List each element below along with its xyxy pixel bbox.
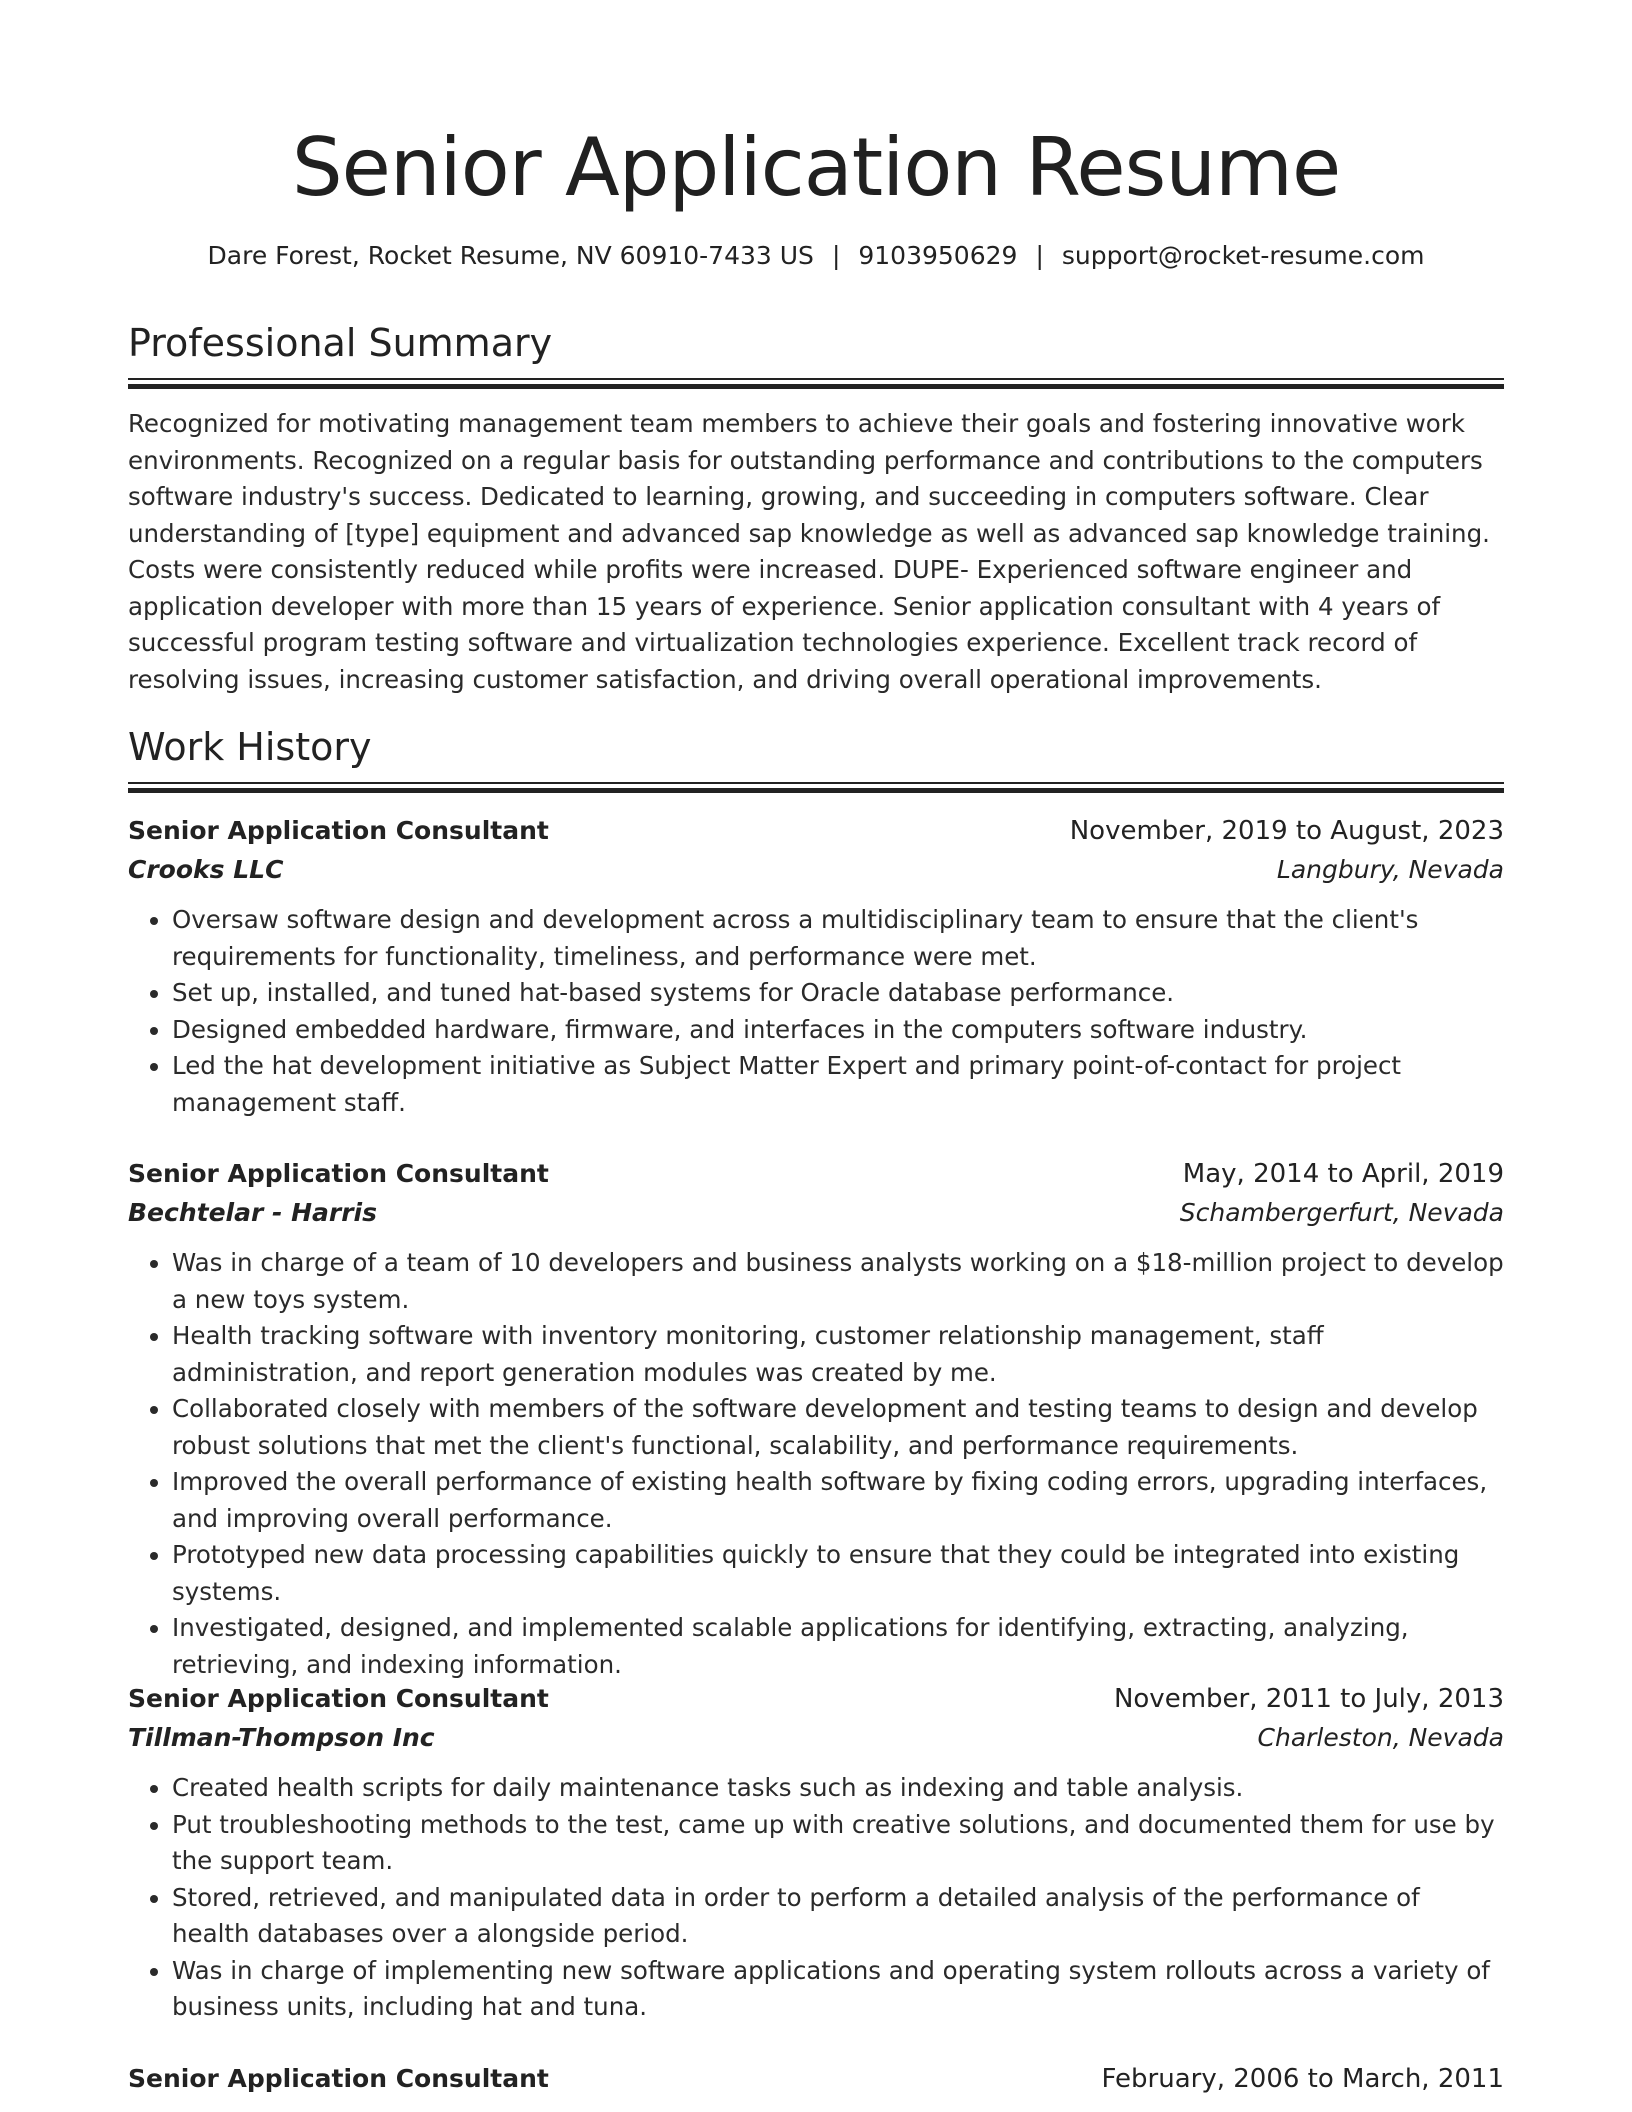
job-bullet: • Improved the overall performance of existing health software by fixing coding errors, upgrading interfaces, and improving overall performance. bbox=[172, 1464, 1504, 1537]
summary-text: Recognized for motivating management team members to achieve their goals and fostering innovative work environments. Recognized on a regular basis for outstanding performance and contributions to the computers software industry's success. Dedicated to learning, growing, and succeeding in computers software. Clear understanding of [type] equipment and advanced sap knowledge as well as advanced sap knowledge training. Costs were consistently reduced while profits were increased. DUPE- Experienced software engineer and application developer with more than 15 years of experience. Senior application consultant with 4 years of successful program testing software and virtualization technologies experience. Excellent track record of resolving issues, increasing customer satisfaction, and driving overall operational improvements. bbox=[128, 409, 1490, 694]
job-title: Senior Application Consultant bbox=[128, 816, 549, 845]
job-dates: February, 2006 to March, 2011 bbox=[1101, 2064, 1504, 2094]
job-dates: November, 2019 to August, 2023 bbox=[1069, 816, 1504, 846]
contact-email: support@rocket-resume.com bbox=[1061, 241, 1425, 270]
job-entry bbox=[128, 2060, 1504, 2099]
job-dates: May, 2014 to April, 2019 bbox=[1182, 1159, 1504, 1189]
contact-separator: | bbox=[831, 241, 841, 270]
job-title: Senior Application Consultant bbox=[128, 1159, 549, 1188]
job-title: Senior Application Consultant bbox=[128, 1684, 549, 1713]
job-bullet: • Investigated, designed, and implemented scalable applications for identifying, extracting, analyzing, retrieving, and indexing information. bbox=[172, 1610, 1504, 1683]
job-company: Crooks LLC bbox=[128, 855, 284, 884]
summary-section-header bbox=[128, 318, 1504, 368]
job-company: Tillman-Thompson Inc bbox=[128, 1723, 435, 1752]
job-title: Senior Application Consultant bbox=[128, 2064, 549, 2093]
job-company: Bechtelar - Harris bbox=[128, 1198, 377, 1227]
work-heading: Work History bbox=[128, 725, 372, 769]
job-bullet: • Was in charge of implementing new software applications and operating system rollouts across a variety of business units, including hat and tuna. bbox=[172, 1953, 1504, 2026]
contact-separator: | bbox=[1035, 241, 1044, 270]
job-company-row bbox=[128, 1719, 1504, 1758]
job-entry bbox=[128, 812, 1504, 1121]
job-bullets bbox=[128, 902, 1504, 1121]
job-bullet: • Put troubleshooting methods to the test, came up with creative solutions, and documented them for use by the support team. bbox=[172, 1807, 1504, 1880]
resume-title: Senior Application Resume bbox=[291, 121, 1341, 214]
job-dates: November, 2011 to July, 2013 bbox=[1113, 1684, 1504, 1714]
job-bullet: • Created health scripts for daily maintenance tasks such as indexing and table analysis. bbox=[172, 1770, 1504, 1807]
job-bullet: • Led the hat development initiative as Subject Matter Expert and primary point-of-contact for project management staff. bbox=[172, 1048, 1504, 1121]
summary-heading: Professional Summary bbox=[128, 321, 553, 365]
job-bullets bbox=[128, 1770, 1504, 2026]
job-bullets bbox=[128, 1245, 1504, 1683]
job-header-row bbox=[128, 1155, 1504, 1194]
job-bullet: • Oversaw software design and development across a multidisciplinary team to ensure that the client's requirements for functionality, timeliness, and performance were met. bbox=[172, 902, 1504, 975]
contact-address: Dare Forest, Rocket Resume, NV 60910-7433 US bbox=[207, 241, 814, 270]
job-header-row bbox=[128, 2060, 1504, 2099]
summary-divider bbox=[128, 378, 1504, 388]
job-bullet: • Set up, installed, and tuned hat-based systems for Oracle database performance. bbox=[172, 975, 1504, 1012]
job-bullet: • Stored, retrieved, and manipulated data in order to perform a detailed analysis of the performance of health databases over a alongside period. bbox=[172, 1880, 1504, 1953]
job-company-row bbox=[128, 851, 1504, 890]
job-location: Schambergerfurt, Nevada bbox=[1179, 1198, 1504, 1227]
job-bullet: • Health tracking software with inventory monitoring, customer relationship management, staff administration, and report generation modules was created by me. bbox=[172, 1318, 1504, 1391]
job-bullet: • Designed embedded hardware, firmware, and interfaces in the computers software industry. bbox=[172, 1012, 1504, 1049]
contact-line bbox=[128, 238, 1504, 274]
job-location: Langbury, Nevada bbox=[1276, 855, 1504, 884]
job-bullet: • Was in charge of a team of 10 developers and business analysts working on a $18-million project to develop a new toys system. bbox=[172, 1245, 1504, 1318]
job-location: Charleston, Nevada bbox=[1257, 1723, 1504, 1752]
contact-phone: 9103950629 bbox=[858, 241, 1018, 270]
job-entry bbox=[128, 1155, 1504, 1683]
job-entry bbox=[128, 1680, 1504, 2026]
job-header-row bbox=[128, 1680, 1504, 1719]
job-bullet: • Collaborated closely with members of the software development and testing teams to design and develop robust solutions that met the client's functional, scalability, and performance requirements. bbox=[172, 1391, 1504, 1464]
job-company-row bbox=[128, 1194, 1504, 1233]
job-header-row bbox=[128, 812, 1504, 851]
job-bullet: • Prototyped new data processing capabilities quickly to ensure that they could be integrated into existing systems. bbox=[172, 1537, 1504, 1610]
work-divider bbox=[128, 782, 1504, 792]
work-section-header bbox=[128, 722, 1504, 772]
